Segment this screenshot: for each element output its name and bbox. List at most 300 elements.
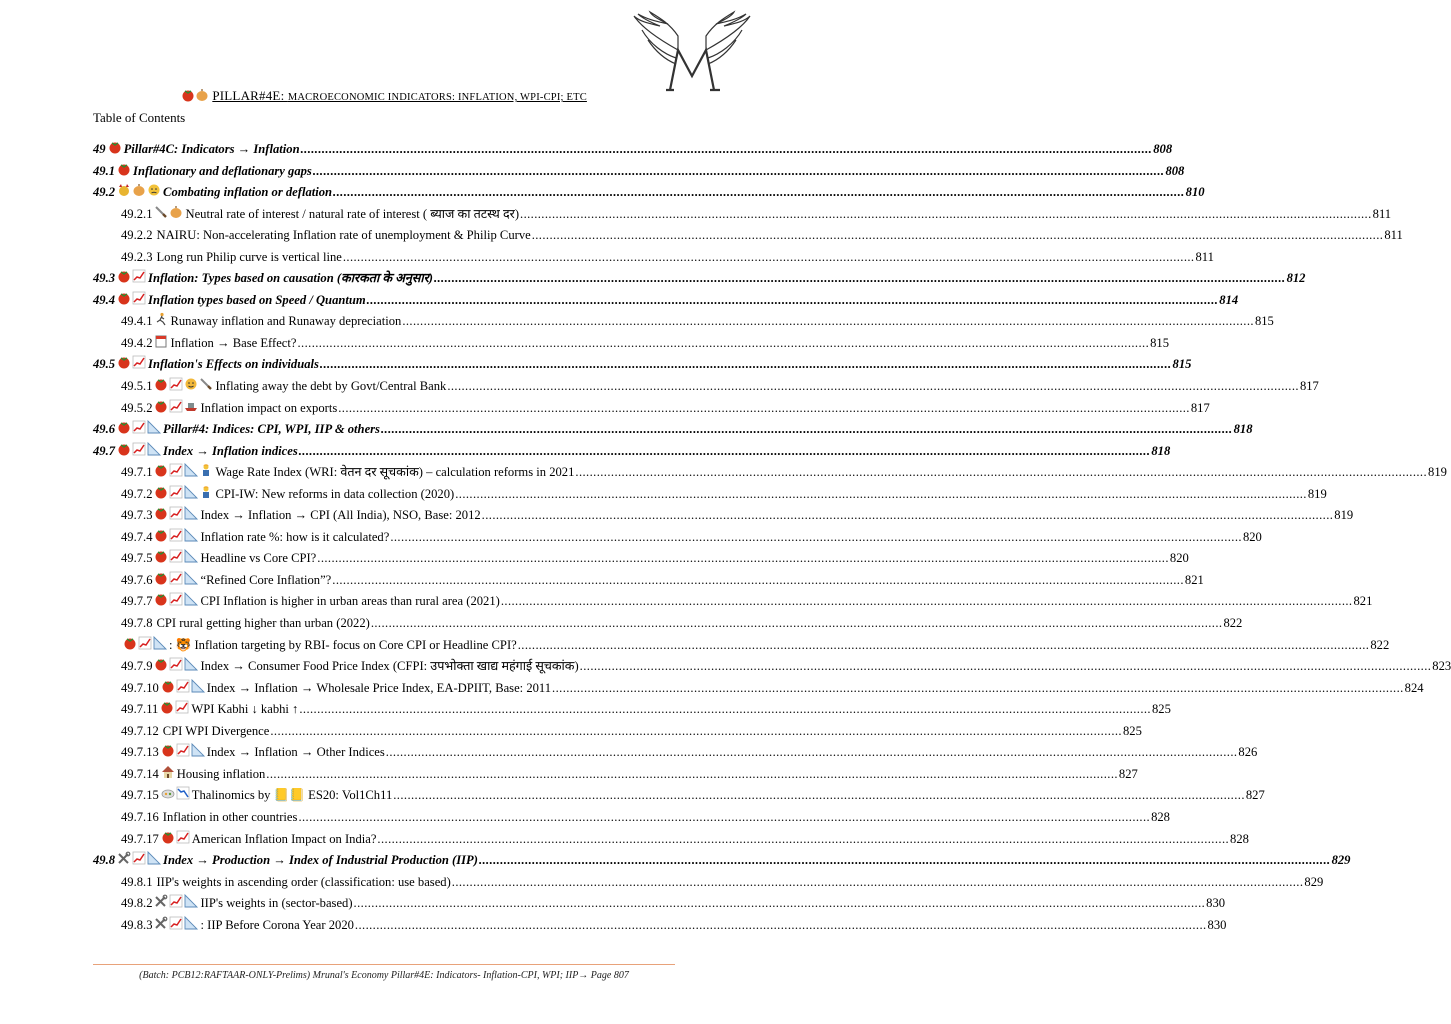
toc-entry-subsection[interactable] bbox=[93, 764, 1138, 786]
toc-entry-label: Index → Consumer Food Price Index (CFPI: उपभोक्ता खाद्य महंगाई सूचकांक) bbox=[200, 659, 579, 674]
toc-entry-page: 821 bbox=[1353, 594, 1373, 609]
toc-entry-label: WPI Kabhi ↓ kabhi ↑ bbox=[191, 702, 299, 717]
onion-icon bbox=[132, 183, 146, 197]
toc-entry-icons bbox=[117, 291, 146, 305]
toc-entry-number: 49.2.2 bbox=[121, 228, 153, 243]
toc-dot-leader bbox=[377, 829, 1229, 851]
toc-entry-number: 49.8.2 bbox=[121, 896, 153, 911]
toc-entry-section[interactable] bbox=[93, 139, 1173, 161]
runner-icon bbox=[154, 312, 168, 326]
toc-entry-page: 808 bbox=[1153, 142, 1173, 156]
toc-entry-subsection[interactable] bbox=[93, 505, 1354, 527]
toc-entry-number: 49.3 bbox=[93, 271, 116, 286]
toc-entry-subsection[interactable] bbox=[93, 699, 1171, 721]
toc-entry-number: 49.7.3 bbox=[121, 508, 153, 523]
toc-entry-icons bbox=[161, 743, 205, 757]
toc-dot-leader bbox=[447, 376, 1299, 398]
toc-entry-icons bbox=[154, 916, 198, 930]
chart-up-icon bbox=[132, 269, 146, 283]
title-prefix: PILLAR#4E: bbox=[212, 88, 288, 103]
toc-entry-label: Index → Inflation indices bbox=[163, 443, 298, 458]
chart-down-icon bbox=[176, 786, 190, 800]
toc-entry-label: Index → Inflation → CPI (All India), NSO, Base: 2012 bbox=[200, 508, 481, 523]
toc-entry-page: 827 bbox=[1118, 766, 1138, 781]
toc-entry-icons bbox=[117, 269, 146, 283]
worker-icon bbox=[199, 463, 213, 477]
toc-dot-leader bbox=[520, 204, 1372, 226]
toc-entry-number: 49.7.12 bbox=[121, 723, 159, 738]
tomato-icon bbox=[154, 506, 168, 520]
toc-entry-label: Combating inflation or deflation bbox=[163, 185, 333, 200]
toc-entry-page: 821 bbox=[1184, 572, 1204, 587]
toc-entry-icons bbox=[160, 700, 189, 714]
toc-entry-page: 826 bbox=[1238, 745, 1258, 760]
toc-entry-label: NAIRU: Non-accelerating Inflation rate of unemployment & Philip Curve bbox=[156, 228, 531, 243]
ruler-icon bbox=[147, 442, 161, 456]
toc-dot-leader bbox=[354, 893, 1206, 915]
chart-up-icon bbox=[132, 851, 146, 865]
toc-entry-page: 827 bbox=[1245, 788, 1265, 803]
ruler-icon bbox=[147, 420, 161, 434]
tomato-icon bbox=[181, 88, 195, 102]
page-title bbox=[0, 88, 768, 104]
toc-entry-subsection[interactable] bbox=[93, 678, 1424, 700]
chart-up-icon bbox=[175, 700, 189, 714]
toc-entry-page: 811 bbox=[1195, 249, 1214, 264]
toc-dot-leader bbox=[552, 678, 1404, 700]
toc-entry-label: Inflationary and deflationary gaps bbox=[133, 163, 312, 178]
toc-entry-number: 49.2 bbox=[93, 185, 116, 200]
toc-entry-section[interactable] bbox=[93, 419, 1253, 441]
toc-entry-label: “Refined Core Inflation”? bbox=[200, 572, 332, 587]
house-icon bbox=[161, 765, 175, 779]
toc-entry-number: 49.8 bbox=[93, 853, 116, 868]
page-footer: (Batch: PCB12:RAFTAAR-ONLY-Prelims) Mrunal's Economy Pillar#4E: Indicators- Inflation-CPI, WPI; IIP→ Page 807 bbox=[139, 970, 629, 981]
toc-dot-leader bbox=[501, 591, 1353, 613]
toc-entry-page: 828 bbox=[1230, 831, 1249, 846]
toc-entry-page: 818 bbox=[1233, 422, 1253, 437]
tomato-icon bbox=[117, 269, 131, 283]
toc-entry-label: CPI-IW: New reforms in data collection (2020) bbox=[215, 486, 455, 501]
toc-entry-label: Index → Inflation → Wholesale Price Index, EA-DPIIT, Base: 2011 bbox=[206, 680, 552, 695]
ruler-icon bbox=[191, 743, 205, 757]
chart-up-icon bbox=[176, 743, 190, 757]
toc-entry-section[interactable] bbox=[93, 268, 1306, 290]
toc-dot-leader bbox=[270, 721, 1122, 743]
chart-up-icon bbox=[169, 894, 183, 908]
tomato-icon bbox=[117, 162, 131, 176]
tomato-icon bbox=[108, 140, 122, 154]
worker-icon bbox=[199, 485, 213, 499]
toc-entry-subsection[interactable] bbox=[93, 893, 1226, 915]
toc-entry-subsection[interactable] bbox=[93, 204, 1392, 226]
chart-up-icon bbox=[169, 463, 183, 477]
chart-up-icon bbox=[169, 377, 183, 391]
toc-entry-page: 829 bbox=[1331, 853, 1351, 868]
toc-entry-icons bbox=[108, 140, 122, 154]
toc-entry-label: IIP's weights in (sector-based) bbox=[200, 896, 353, 911]
toc-entry-subsection[interactable] bbox=[93, 591, 1373, 613]
toc-entry-number: 49.7.1 bbox=[121, 465, 153, 480]
tomato-icon bbox=[154, 399, 168, 413]
chart-up-icon bbox=[169, 571, 183, 585]
tools-icon bbox=[154, 916, 168, 930]
toc-dot-leader bbox=[386, 742, 1238, 764]
toc-entry-label: Inflation rate %: how is it calculated? bbox=[200, 529, 390, 544]
title-rest: MACROECONOMIC INDICATORS: INFLATION, WPI-CPI; ETC bbox=[287, 92, 587, 103]
toc-entry-page: 828 bbox=[1151, 809, 1170, 824]
toc-entry-page: 815 bbox=[1254, 314, 1274, 329]
toc-dot-leader bbox=[367, 290, 1219, 312]
toc-entry-page: 830 bbox=[1207, 917, 1227, 932]
toc-entry-subsection[interactable] bbox=[93, 398, 1210, 420]
tomato-icon bbox=[154, 528, 168, 542]
tomato-icon bbox=[154, 571, 168, 585]
toc-entry-subsection[interactable] bbox=[93, 785, 1265, 807]
toc-entry-page: 817 bbox=[1190, 400, 1210, 415]
tomato-icon bbox=[154, 485, 168, 499]
toc-entry-icons bbox=[161, 830, 190, 844]
toc-dot-leader bbox=[298, 333, 1150, 355]
toc-dot-leader bbox=[266, 764, 1118, 786]
toc-entry-number: 49.7.4 bbox=[121, 529, 153, 544]
tools-icon bbox=[154, 894, 168, 908]
toc-entry-number: 49.7.15 bbox=[121, 788, 159, 803]
toc-dot-leader bbox=[532, 225, 1384, 247]
toc-entry-page: 825 bbox=[1122, 723, 1142, 738]
toc-entry-icons bbox=[154, 592, 198, 606]
toc-entry-page: 814 bbox=[1219, 292, 1239, 307]
toc-entry-page: 819 bbox=[1307, 486, 1327, 501]
devil-icon bbox=[117, 183, 131, 197]
toc-entry-label: Runaway inflation and Runaway depreciation bbox=[170, 314, 402, 329]
toc-dot-leader bbox=[479, 850, 1331, 872]
toc-entry-label: Inflating away the debt by Govt/Central Bank bbox=[215, 379, 447, 394]
toc-entry-icons bbox=[154, 571, 198, 585]
chart-up-icon bbox=[169, 549, 183, 563]
chart-up-icon bbox=[176, 830, 190, 844]
toc-entry-page: 808 bbox=[1165, 163, 1185, 178]
toc-entry-page: 825 bbox=[1151, 702, 1171, 717]
toc-entry-section[interactable] bbox=[93, 161, 1185, 183]
chart-up-icon bbox=[132, 442, 146, 456]
toc-entry-label: Housing inflation bbox=[176, 766, 266, 781]
toc-entry-number: 49.2.3 bbox=[121, 249, 153, 264]
toc-entry-subsection[interactable] bbox=[93, 333, 1170, 355]
toc-entry-icons bbox=[154, 485, 213, 499]
tomato-icon bbox=[154, 463, 168, 477]
toc-entry-number: 49.6 bbox=[93, 422, 116, 437]
ruler-icon bbox=[184, 571, 198, 585]
tomato-icon bbox=[154, 657, 168, 671]
toc-dot-leader bbox=[452, 872, 1304, 894]
toc-entry-subsection[interactable] bbox=[93, 656, 1451, 678]
toc-entry-icons bbox=[154, 894, 198, 908]
toc-entry-icons bbox=[161, 786, 190, 800]
chart-up-icon bbox=[169, 592, 183, 606]
toc-entry-label: Wage Rate Index (WRI: वेतन दर सूचकांक) – calculation reforms in 2021 bbox=[215, 465, 575, 480]
ruler-icon bbox=[184, 463, 198, 477]
toc-entry-subsection[interactable] bbox=[93, 742, 1258, 764]
toc-entry-label: Thalinomics by 📒📒 ES20: Vol1Ch11 bbox=[191, 788, 393, 803]
onion-icon bbox=[195, 88, 209, 102]
toc-dot-leader bbox=[355, 915, 1207, 937]
chart-up-icon bbox=[132, 420, 146, 434]
tomato-icon bbox=[117, 355, 131, 369]
toc-entry-label: IIP's weights in ascending order (classification: use based) bbox=[156, 874, 451, 889]
toc-entry-icons bbox=[117, 183, 161, 197]
toc-entry-icons bbox=[154, 549, 198, 563]
toc-entry-page: 815 bbox=[1150, 335, 1170, 350]
toc-entry-page: 820 bbox=[1169, 551, 1189, 566]
toc-entry-number: 49.7.9 bbox=[121, 659, 153, 674]
chart-up-icon bbox=[169, 916, 183, 930]
toc-entry-number: 49.7.14 bbox=[121, 766, 159, 781]
toc-dot-leader bbox=[455, 484, 1307, 506]
toc-entry-number: 49.7.10 bbox=[121, 680, 159, 695]
toc-entry-number: 49.2.1 bbox=[121, 206, 153, 221]
tomato-icon bbox=[117, 420, 131, 434]
toc-entry-page: 822 bbox=[1370, 637, 1390, 652]
toc-entry-label: Inflation in other countries bbox=[162, 809, 298, 824]
toc-entry-number: 49.7.7 bbox=[121, 594, 153, 609]
ruler-icon bbox=[147, 851, 161, 865]
ruler-icon bbox=[184, 549, 198, 563]
toc-entry-number: 49.7.8 bbox=[121, 616, 153, 631]
tomato-icon bbox=[161, 679, 175, 693]
chart-up-icon bbox=[176, 679, 190, 693]
toc-entry-subsection[interactable] bbox=[93, 829, 1249, 851]
toc-entry-number: 49.5 bbox=[93, 357, 116, 372]
tomato-icon bbox=[117, 291, 131, 305]
tomato-icon bbox=[123, 636, 137, 650]
ruler-icon bbox=[153, 636, 167, 650]
toc-entry-number: 49.4.2 bbox=[121, 335, 153, 350]
toc-entry-subsection[interactable] bbox=[93, 462, 1447, 484]
toc-entry-number: 49.1 bbox=[93, 163, 116, 178]
toc-entry-label: Pillar#4: Indices: CPI, WPI, IIP & others bbox=[163, 422, 380, 437]
toc-entry-icons bbox=[154, 399, 198, 413]
toc-entry-page: 824 bbox=[1404, 680, 1424, 695]
toc-entry-icons bbox=[154, 312, 168, 326]
ruler-icon bbox=[184, 506, 198, 520]
toc-entry-subsection[interactable] bbox=[93, 570, 1204, 592]
toc-entry-label: : 🐯 Inflation targeting by RBI- focus on Core CPI or Headline CPI? bbox=[169, 637, 517, 652]
toc-entry-label: Pillar#4C: Indicators → Inflation bbox=[123, 142, 300, 156]
toc-entry-section[interactable] bbox=[93, 441, 1171, 463]
toc-dot-leader bbox=[482, 505, 1334, 527]
toc-dot-leader bbox=[299, 441, 1151, 463]
toc-entry-icons bbox=[117, 355, 146, 369]
toc-entry-icons bbox=[154, 463, 213, 477]
toc-entry-page: 811 bbox=[1372, 206, 1392, 221]
toc-entry-number: 49.8.3 bbox=[121, 917, 153, 932]
toc-entry-page: 818 bbox=[1151, 443, 1171, 458]
toc-entry-page: 819 bbox=[1428, 465, 1447, 480]
toc-entry-number: 49.8.1 bbox=[121, 874, 153, 889]
chart-up-icon bbox=[132, 355, 146, 369]
toc-dot-leader bbox=[301, 139, 1153, 161]
toc-entry-section[interactable] bbox=[93, 850, 1351, 872]
toc-entry-icons bbox=[154, 377, 213, 391]
toc-dot-leader bbox=[317, 548, 1169, 570]
toc-entry-label: CPI rural getting higher than urban (2022) bbox=[156, 616, 370, 631]
toc-entry-label: Long run Philip curve is vertical line bbox=[156, 249, 342, 264]
toc-entry-subsection[interactable] bbox=[93, 376, 1319, 398]
chart-up-icon bbox=[169, 485, 183, 499]
toc-entry-icons bbox=[154, 205, 183, 219]
toc-dot-leader bbox=[390, 527, 1242, 549]
toc-entry-label: Inflation types based on Speed / Quantum bbox=[148, 292, 366, 307]
ruler-icon bbox=[184, 916, 198, 930]
toc-entry-page: 822 bbox=[1223, 616, 1243, 631]
ruler-icon bbox=[184, 592, 198, 606]
toc-entry-subsection[interactable] bbox=[93, 247, 1214, 269]
toc-entry-icons bbox=[117, 162, 131, 176]
toc-entry-section[interactable] bbox=[93, 182, 1205, 204]
toc-dot-leader bbox=[343, 247, 1195, 269]
toc-entry-page: 817 bbox=[1299, 379, 1319, 394]
toc-dot-leader bbox=[381, 419, 1233, 441]
toc-entry-icons bbox=[154, 528, 198, 542]
plate-icon bbox=[161, 786, 175, 800]
onion-icon bbox=[169, 205, 183, 219]
toc-entry-page: 819 bbox=[1334, 508, 1354, 523]
toc-entry-label: Inflation's Effects on individuals bbox=[148, 357, 319, 372]
toc-entry-icons bbox=[154, 657, 198, 671]
toc-entry-subsection[interactable] bbox=[93, 527, 1262, 549]
toc-entry-page: 811 bbox=[1384, 228, 1403, 243]
toc-entry-label: CPI WPI Divergence bbox=[162, 723, 270, 738]
knife-icon bbox=[199, 377, 213, 391]
toc-entry-label: : IIP Before Corona Year 2020 bbox=[200, 917, 354, 932]
toc-entry-icons bbox=[154, 334, 168, 348]
toc-entry-page: 820 bbox=[1242, 529, 1262, 544]
toc-dot-leader bbox=[393, 785, 1245, 807]
toc-entry-icons bbox=[154, 506, 198, 520]
toc-entry-page: 812 bbox=[1286, 271, 1306, 286]
toc-entry-number: 49.5.1 bbox=[121, 379, 153, 394]
toc-entry-label: Index → Production → Index of Industrial Production (IIP) bbox=[163, 853, 478, 868]
toc-entry-subsection[interactable] bbox=[93, 613, 1243, 635]
chart-up-icon bbox=[132, 291, 146, 305]
ruler-icon bbox=[184, 657, 198, 671]
toc-entry-number: 49.7.11 bbox=[121, 702, 159, 717]
tomato-icon bbox=[154, 377, 168, 391]
tomato-icon bbox=[117, 442, 131, 456]
toc-entry-label: American Inflation Impact on India? bbox=[191, 831, 377, 846]
toc-dot-leader bbox=[580, 656, 1432, 678]
tomato-icon bbox=[160, 700, 174, 714]
toc-dot-leader bbox=[313, 161, 1165, 183]
tools-icon bbox=[117, 851, 131, 865]
toc-dot-leader bbox=[338, 398, 1190, 420]
knife-icon bbox=[154, 205, 168, 219]
toc-entry-label: Inflation: Types based on causation (कारकता के अनुसार) bbox=[148, 271, 433, 286]
toc-entry-subsection[interactable] bbox=[93, 225, 1403, 247]
ruler-icon bbox=[184, 894, 198, 908]
footer-divider bbox=[93, 964, 675, 965]
toc-entry-subsection[interactable] bbox=[93, 635, 1390, 657]
toc-entry-page: 829 bbox=[1304, 874, 1324, 889]
toc-dot-leader bbox=[434, 268, 1286, 290]
toc-entry-subsection[interactable] bbox=[93, 807, 1170, 829]
tomato-icon bbox=[161, 830, 175, 844]
toc-entry-page: 830 bbox=[1206, 896, 1226, 911]
toc-dot-leader bbox=[371, 613, 1223, 635]
toc-entry-icons bbox=[117, 442, 161, 456]
toc-entry-number: 49.7.16 bbox=[121, 809, 159, 824]
chart-up-icon bbox=[169, 528, 183, 542]
toc-dot-leader bbox=[320, 354, 1172, 376]
toc-entry-icons bbox=[117, 851, 161, 865]
toc-entry-number: 49.7 bbox=[93, 443, 116, 458]
toc-dot-leader bbox=[298, 807, 1150, 829]
toc-entry-icons bbox=[161, 679, 205, 693]
chart-up-icon bbox=[169, 657, 183, 671]
toc-entry-icons bbox=[161, 765, 175, 779]
tomato-icon bbox=[161, 743, 175, 757]
table-of-contents bbox=[93, 139, 1451, 936]
toc-entry-subsection[interactable] bbox=[93, 484, 1327, 506]
calendar-icon bbox=[154, 334, 168, 348]
toc-entry-section[interactable] bbox=[93, 354, 1192, 376]
toc-entry-subsection[interactable] bbox=[93, 311, 1274, 333]
toc-entry-label: Index → Inflation → Other Indices bbox=[206, 745, 385, 760]
toc-entry-subsection[interactable] bbox=[93, 721, 1142, 743]
toc-dot-leader bbox=[575, 462, 1427, 484]
toc-entry-subsection[interactable] bbox=[93, 915, 1227, 937]
toc-entry-label: Inflation impact on exports bbox=[200, 400, 338, 415]
toc-entry-number: 49.7.5 bbox=[121, 551, 153, 566]
toc-entry-number: 49.4.1 bbox=[121, 314, 153, 329]
toc-entry-number: 49.4 bbox=[93, 292, 116, 307]
svg-text:M: M bbox=[691, 72, 693, 73]
toc-entry-label: Inflation → Base Effect? bbox=[170, 335, 297, 350]
toc-entry-number: 49.7.13 bbox=[121, 745, 159, 760]
toc-entry-number: 49 bbox=[93, 142, 106, 156]
ruler-icon bbox=[191, 679, 205, 693]
toc-entry-label: Neutral rate of interest / natural rate of interest ( ब्याज का तटस्थ दर) bbox=[185, 206, 520, 221]
toc-entry-subsection[interactable] bbox=[93, 548, 1189, 570]
toc-entry-section[interactable] bbox=[93, 290, 1239, 312]
toc-dot-leader bbox=[333, 182, 1185, 204]
toc-entry-page: 810 bbox=[1185, 185, 1205, 200]
tomato-icon bbox=[154, 592, 168, 606]
toc-entry-label: CPI Inflation is higher in urban areas than rural area (2021) bbox=[200, 594, 500, 609]
toc-entry-label: Headline vs Core CPI? bbox=[200, 551, 317, 566]
toc-entry-icons bbox=[117, 420, 161, 434]
chart-up-icon bbox=[169, 399, 183, 413]
ruler-icon bbox=[184, 485, 198, 499]
toc-entry-number: 49.7.6 bbox=[121, 572, 153, 587]
toc-entry-page: 815 bbox=[1172, 357, 1192, 372]
toc-entry-number: 49.5.2 bbox=[121, 400, 153, 415]
toc-entry-number: 49.7.17 bbox=[121, 831, 159, 846]
toc-entry-icons bbox=[123, 636, 167, 650]
tomato-icon bbox=[154, 549, 168, 563]
toc-entry-page: 823 bbox=[1432, 659, 1451, 674]
chart-up-icon bbox=[169, 506, 183, 520]
toc-dot-leader bbox=[518, 635, 1370, 657]
face-icon bbox=[184, 377, 198, 391]
toc-heading: Table of Contents bbox=[93, 110, 186, 125]
toc-dot-leader bbox=[332, 570, 1184, 592]
ship-icon bbox=[184, 399, 198, 413]
toc-entry-subsection[interactable] bbox=[93, 872, 1324, 894]
ruler-icon bbox=[184, 528, 198, 542]
winged-m-logo-icon bbox=[630, 10, 754, 94]
